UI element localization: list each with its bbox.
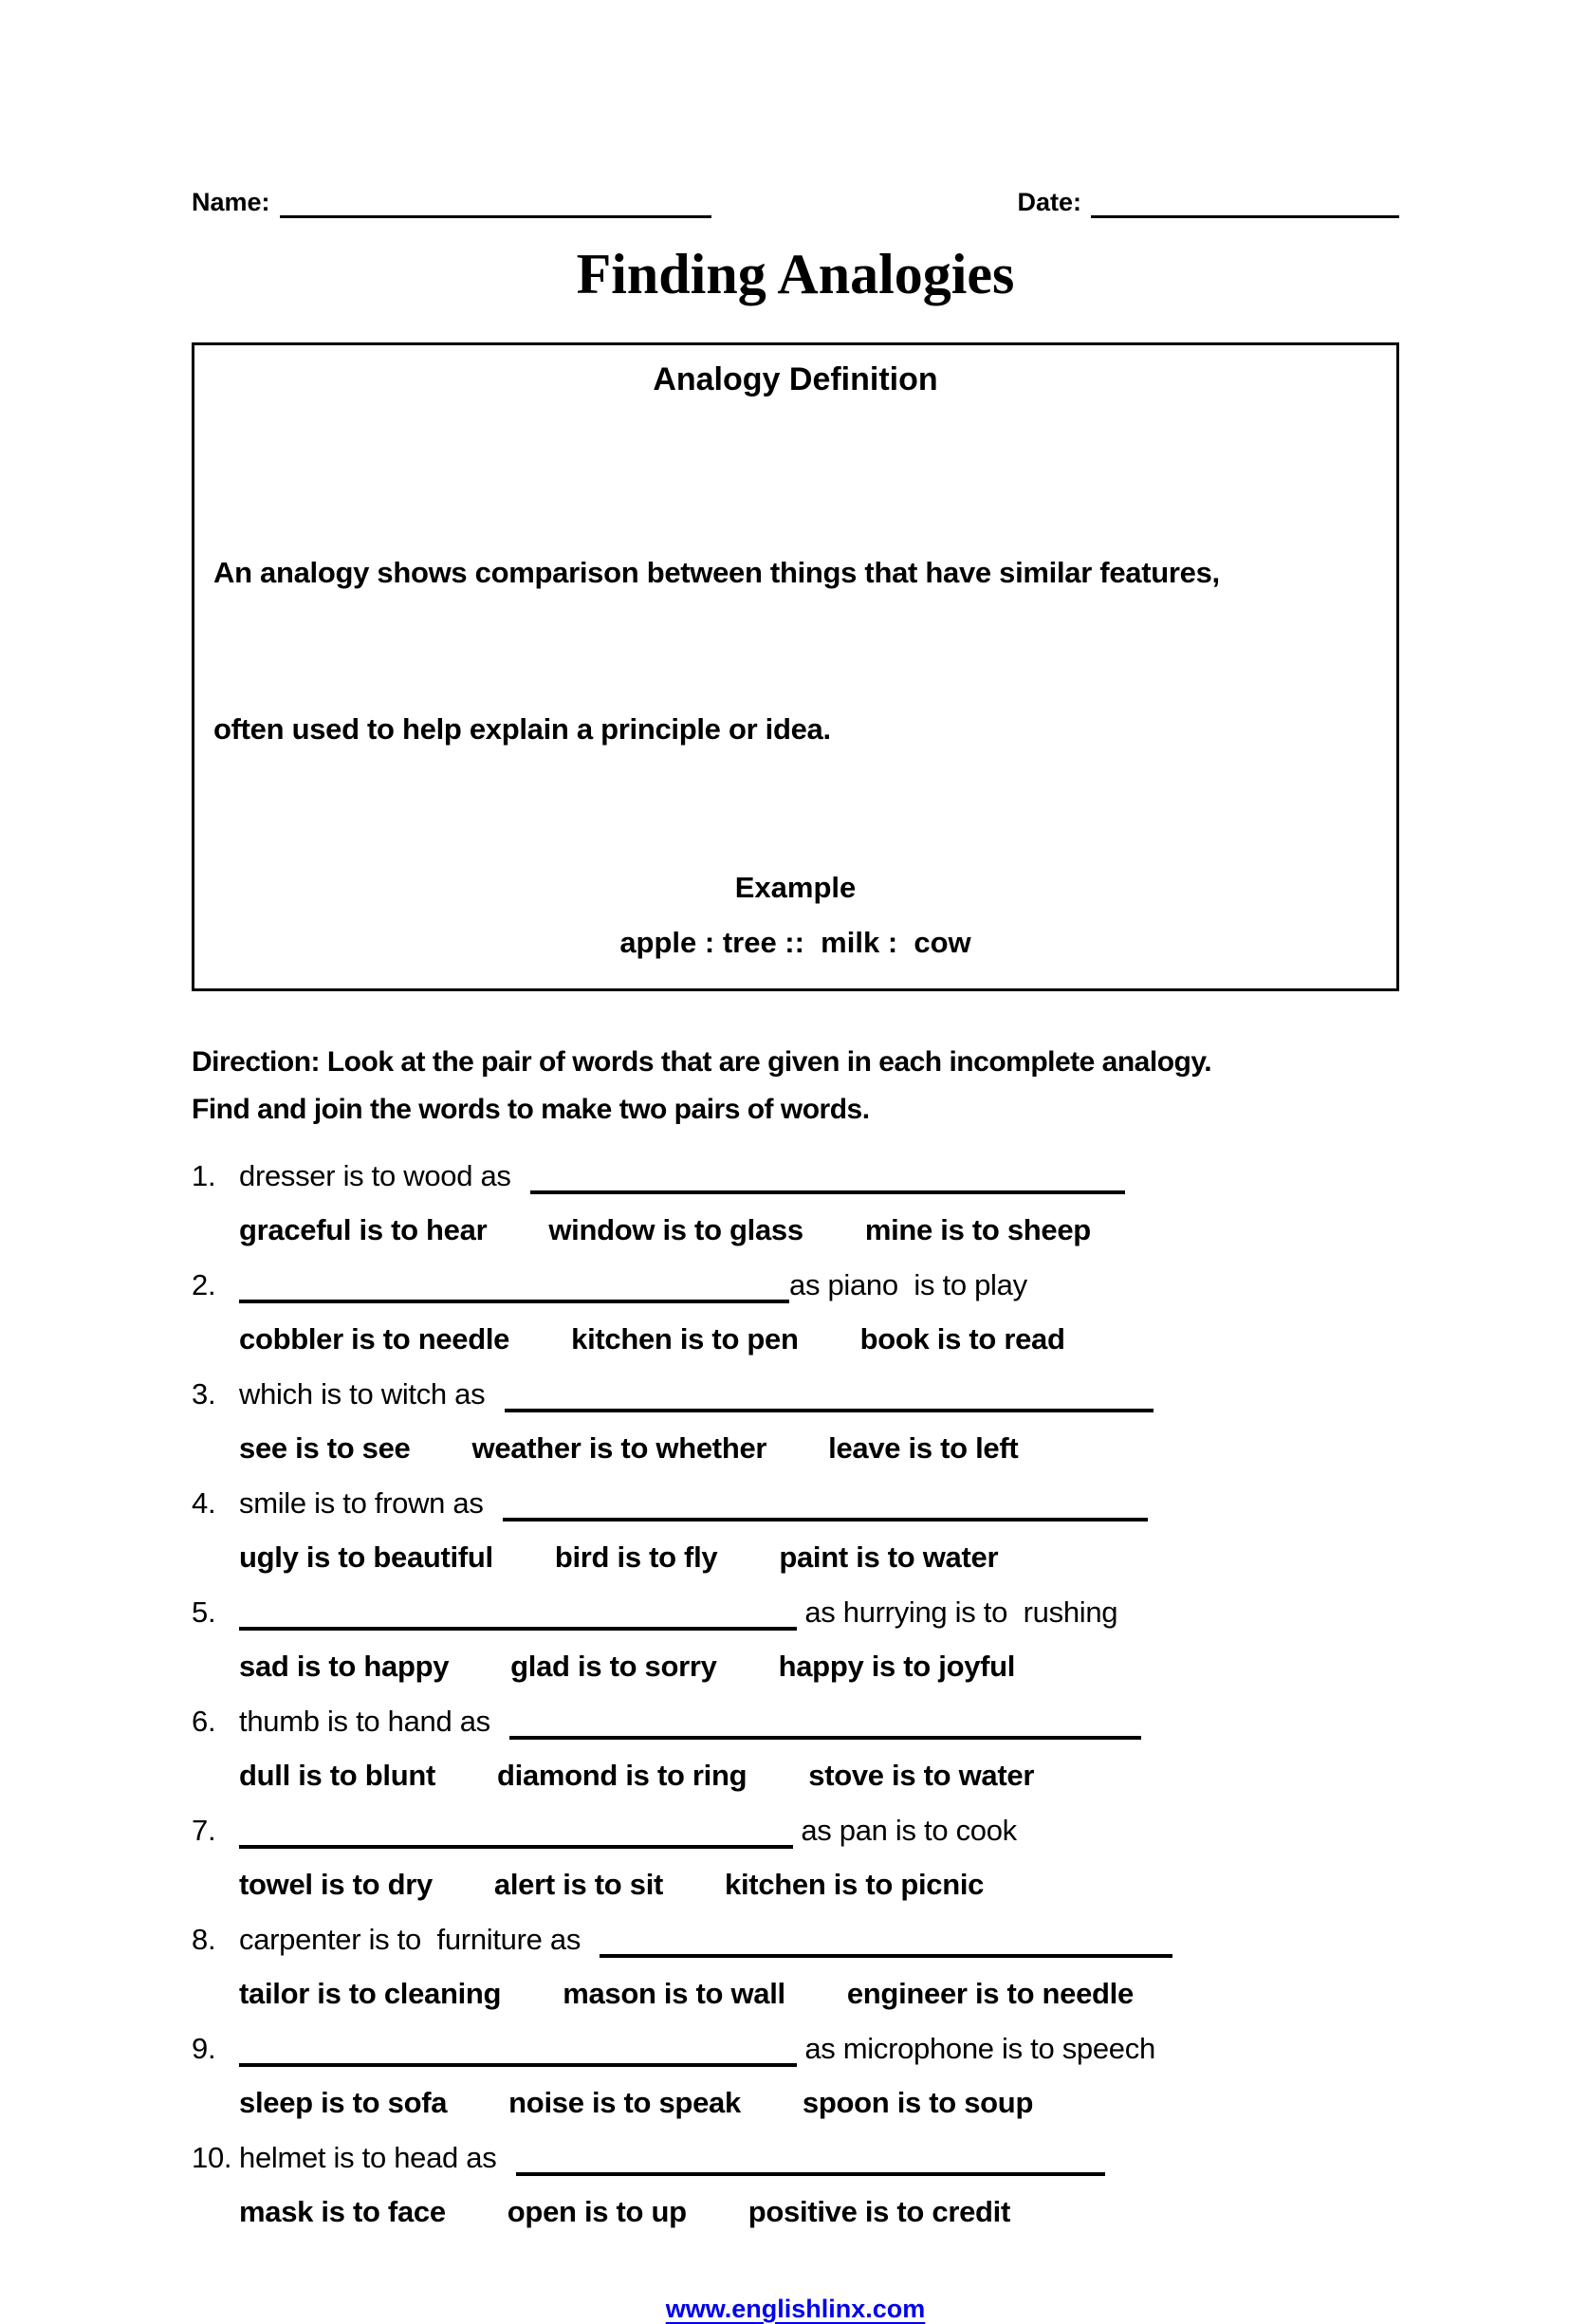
option-choice-1: graceful is to hear <box>239 1213 488 1247</box>
question-item <box>192 1803 1399 1912</box>
option-choice-3: leave is to left <box>828 1431 1019 1466</box>
option-choice-1: see is to see <box>239 1431 411 1466</box>
answer-blank-line <box>600 1954 1172 1958</box>
option-choice-2: diamond is to ring <box>497 1759 748 1793</box>
question-item <box>192 1476 1399 1585</box>
option-choice-2: open is to up <box>507 2195 687 2229</box>
question-text-before: dresser is to wood as <box>239 1159 519 1193</box>
footer <box>192 2295 1399 2324</box>
question-item <box>192 2021 1399 2130</box>
option-choice-1: sad is to happy <box>239 1650 450 1684</box>
definition-body <box>213 442 1377 859</box>
directions-text <box>192 1039 1399 1134</box>
option-choice-1: towel is to dry <box>239 1868 433 1902</box>
answer-blank-line <box>239 2063 797 2067</box>
question-line <box>192 1803 1399 1857</box>
option-choice-3: spoon is to soup <box>802 2086 1034 2120</box>
question-text-after: as piano is to play <box>789 1268 1027 1302</box>
option-choice-2: mason is to wall <box>563 1977 785 2011</box>
option-choice-1: tailor is to cleaning <box>239 1977 502 2011</box>
answer-blank-line <box>505 1409 1154 1412</box>
date-blank-line <box>1091 215 1399 218</box>
answer-blank-line <box>516 2172 1105 2176</box>
option-choice-2: alert is to sit <box>493 1868 664 1902</box>
question-text-before: smile is to frown as <box>239 1486 491 1521</box>
option-choice-2: noise is to speak <box>508 2086 741 2120</box>
answer-blank-line <box>509 1736 1141 1740</box>
answer-blank-line <box>530 1190 1125 1194</box>
question-number: 3. <box>192 1377 216 1411</box>
option-choice-2: glad is to sorry <box>510 1650 717 1684</box>
question-line <box>192 2021 1399 2075</box>
option-choice-3: happy is to joyful <box>778 1650 1016 1684</box>
name-label: Name: <box>192 188 270 216</box>
options-row <box>192 1748 1399 1803</box>
question-text-after: as hurrying is to rushing <box>797 1595 1118 1630</box>
option-choice-1: dull is to blunt <box>239 1759 435 1793</box>
name-blank-line <box>280 215 711 218</box>
question-number: 7. <box>192 1814 216 1848</box>
options-row <box>192 1966 1399 2021</box>
question-number: 8. <box>192 1923 216 1957</box>
question-item <box>192 1694 1399 1803</box>
answer-blank-line <box>239 1300 789 1303</box>
definition-body-line-1: An analogy shows comparison between things that have similar features, <box>213 556 1220 590</box>
options-row <box>192 1203 1399 1258</box>
option-choice-3: positive is to credit <box>748 2195 1010 2229</box>
option-choice-3: book is to read <box>859 1322 1065 1356</box>
definition-box <box>192 342 1399 991</box>
question-text-before: thumb is to hand as <box>239 1705 499 1739</box>
direction-line-1: Direction: Look at the pair of words that are given in each incomplete analogy. <box>192 1046 1212 1079</box>
example-label: Example <box>734 871 857 905</box>
option-choice-2: kitchen is to pen <box>571 1322 799 1356</box>
option-choice-3: engineer is to needle <box>846 1977 1134 2011</box>
options-row <box>192 1639 1399 1694</box>
example-analogy-text: apple : tree :: milk : cow <box>619 926 971 960</box>
page-title: Finding Analogies <box>576 243 1015 305</box>
answer-blank-line <box>239 1627 797 1631</box>
question-item <box>192 1149 1399 1258</box>
question-item <box>192 1367 1399 1476</box>
question-number: 6. <box>192 1705 216 1739</box>
options-row <box>192 2075 1399 2130</box>
question-text-before: carpenter is to furniture as <box>239 1923 589 1957</box>
question-number: 9. <box>192 2032 216 2066</box>
question-number: 1. <box>192 1159 216 1193</box>
options-row <box>192 2185 1399 2240</box>
direction-line-2: Find and join the words to make two pairs of words. <box>192 1094 870 1126</box>
date-label: Date: <box>1017 188 1081 216</box>
option-choice-3: mine is to sheep <box>864 1213 1091 1247</box>
question-line <box>192 1258 1399 1312</box>
question-item <box>192 1585 1399 1694</box>
option-choice-1: cobbler is to needle <box>239 1322 510 1356</box>
answer-blank-line <box>239 1845 793 1849</box>
option-choice-1: sleep is to sofa <box>239 2086 448 2120</box>
footer-link[interactable]: www.englishlinx.com <box>665 2295 926 2324</box>
option-choice-2: bird is to fly <box>554 1540 718 1575</box>
options-row <box>192 1421 1399 1476</box>
question-number: 2. <box>192 1268 216 1302</box>
question-line <box>192 1694 1399 1748</box>
option-choice-2: window is to glass <box>548 1213 803 1247</box>
question-item <box>192 2130 1399 2240</box>
options-row <box>192 1312 1399 1367</box>
question-number: 4. <box>192 1486 216 1521</box>
question-line <box>192 1912 1399 1966</box>
date-field <box>1017 188 1399 218</box>
name-field <box>192 188 711 218</box>
question-item <box>192 1258 1399 1367</box>
question-line <box>192 1149 1399 1203</box>
question-line <box>192 1585 1399 1639</box>
header-row <box>192 0 1399 218</box>
definition-body-line-2: often used to help explain a principle or idea. <box>213 712 831 747</box>
question-text-before: which is to witch as <box>239 1377 493 1411</box>
question-number: 5. <box>192 1595 216 1630</box>
option-choice-3: kitchen is to picnic <box>725 1868 985 1902</box>
option-choice-2: weather is to whether <box>471 1431 767 1466</box>
definition-heading: Analogy Definition <box>653 361 938 398</box>
question-item <box>192 1912 1399 2021</box>
options-row <box>192 1530 1399 1585</box>
option-choice-1: mask is to face <box>239 2195 446 2229</box>
option-choice-1: ugly is to beautiful <box>239 1540 493 1575</box>
option-choice-3: stove is to water <box>808 1759 1035 1793</box>
options-row <box>192 1857 1399 1912</box>
question-text-after: as microphone is to speech <box>797 2032 1155 2066</box>
answer-blank-line <box>503 1518 1148 1522</box>
question-number: 10. <box>192 2141 232 2175</box>
question-text-after: as pan is to cook <box>793 1814 1017 1848</box>
question-line <box>192 1476 1399 1530</box>
question-line <box>192 2130 1399 2185</box>
option-choice-3: paint is to water <box>779 1540 999 1575</box>
worksheet-content <box>192 0 1399 2324</box>
question-line <box>192 1367 1399 1421</box>
question-list <box>192 1149 1399 2240</box>
question-text-before: helmet is to head as <box>239 2141 505 2175</box>
